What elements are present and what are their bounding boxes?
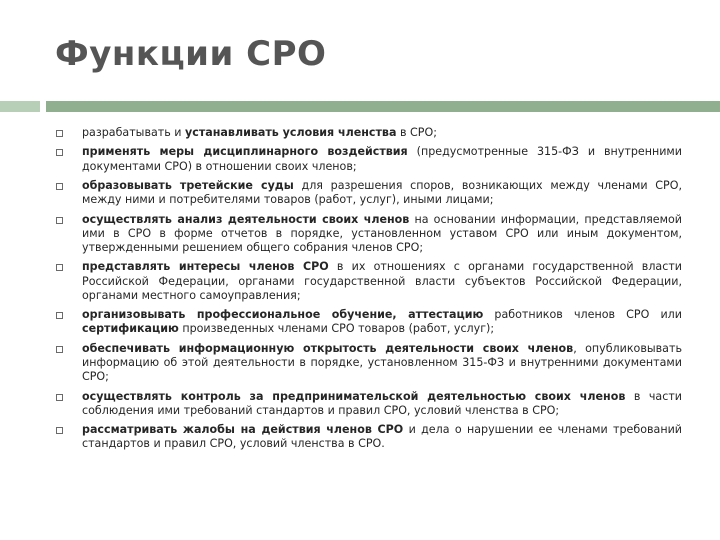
list-item: [56, 308, 682, 336]
square-bullet-icon: [56, 394, 63, 401]
title-accent-block: [0, 101, 40, 112]
title-divider-bar: [46, 101, 720, 112]
item-text: (предусмотренные 315-ФЗ и внутренними документами СРО) в отношении своих членов;: [82, 145, 682, 173]
item-emphasis-text: осуществлять контроль за предпринимательской деятельностью своих членов: [82, 389, 626, 403]
list-item: [56, 260, 682, 303]
item-emphasis-text: рассматривать жалобы на действия членов СРО: [82, 423, 404, 437]
list-item: [56, 213, 682, 256]
square-bullet-icon: [56, 149, 63, 156]
square-bullet-icon: [56, 346, 63, 353]
item-emphasis-text: осуществлять анализ деятельности своих членов: [82, 212, 410, 226]
item-text: и дела о нарушении ее членами требований стандартов и правил СРО, условий членства в СРО.: [82, 423, 683, 451]
list-item: [56, 145, 682, 173]
square-bullet-icon: [56, 264, 63, 271]
list-item: [56, 179, 682, 207]
functions-list: [56, 126, 682, 457]
item-text: разрабатывать и: [82, 126, 186, 139]
square-bullet-icon: [56, 183, 63, 190]
item-emphasis-text: устанавливать условия членства: [185, 126, 397, 139]
item-text: на основании информации, представляемой ими в СРО в форме отчетов в порядке, установленном уставом СРО или иным документом, утвержденными решением общего собрания членов СРО;: [82, 212, 682, 254]
square-bullet-icon: [56, 312, 63, 319]
square-bullet-icon: [56, 130, 63, 137]
item-text: для разрешения споров, возникающих между членами СРО, между ними и потребителями товаров (работ, услуг), иными лицами;: [82, 178, 683, 207]
item-emphasis-text: организовывать профессиональное обучение, аттестацию: [82, 308, 484, 322]
item-text: в их отношениях с органами государственной власти Российской Федерации, органами государственной власти субъектов Российской Федерации, органами местного самоуправления;: [82, 260, 683, 302]
list-item: [56, 390, 682, 418]
list-item: [56, 423, 682, 451]
item-text: в части соблюдения ими требований стандартов и правил СРО, условий членства в СРО;: [82, 389, 683, 417]
list-item: [56, 126, 682, 140]
item-emphasis-text: сертификацию: [82, 322, 179, 336]
square-bullet-icon: [56, 217, 63, 224]
item-text: работников членов СРО или: [483, 308, 682, 322]
item-text: в СРО;: [396, 126, 437, 139]
slide-title: Функции СРО: [55, 34, 327, 74]
list-item: [56, 342, 682, 385]
item-emphasis-text: представлять интересы членов СРО: [82, 260, 329, 274]
item-emphasis-text: обеспечивать информационную открытость деятельности своих членов: [82, 341, 574, 355]
item-emphasis-text: образовывать третейские суды: [82, 178, 294, 192]
item-emphasis-text: применять меры дисциплинарного воздействия: [82, 145, 408, 159]
item-text: произведенных членами СРО товаров (работ, услуг);: [178, 322, 495, 336]
item-text: , опубликовывать информацию об этой деятельности в порядке, установленном 315-ФЗ и внутренними документами СРО;: [82, 341, 682, 384]
square-bullet-icon: [56, 427, 63, 434]
